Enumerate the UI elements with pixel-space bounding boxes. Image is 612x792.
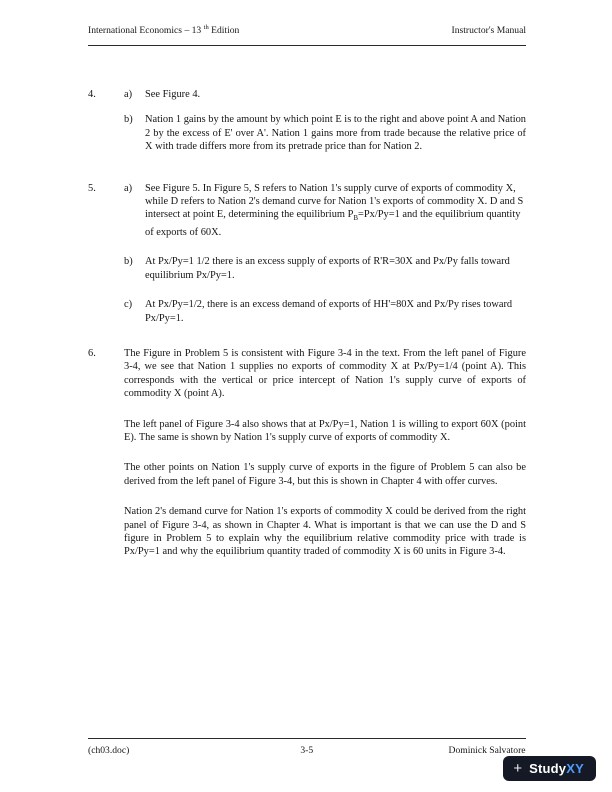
answer-4a: [124, 88, 526, 101]
studyxy-logo-text: [529, 762, 584, 775]
answer-text-segment: See Figure 5. In Figure 5, S refers to Nation 1's supply curve of exports of commodity X, while D refers to Nation 2's demand curve for Nation 1's exports of commodity X. D and S intersect at point E, determining the equilibrium P: [145, 182, 524, 221]
question-6-body: [124, 347, 526, 559]
answer-text: [145, 182, 526, 240]
sub-item-label: b): [124, 256, 133, 268]
question-5: [88, 182, 526, 325]
answer-5a: [124, 182, 526, 240]
answer-paragraph: Nation 2's demand curve for Nation 1's exports of commodity X could be derived from the right panel of Figure 3-4, as shown in Chapter 4. What is important is that we can use the D and S figure in Problem 5 to explain why the equilibrium relative commodity price with trade is Px/Py=1 and why the equilibrium quantity traded of commodity X is 60 units in Figure 3-4.: [124, 506, 526, 558]
page-content: [88, 88, 526, 559]
footer-filename: (ch03.doc): [88, 745, 130, 756]
answer-paragraph: The other points on Nation 1's supply curve of exports in the figure of Problem 5 can also be derived from the left panel of Figure 3-4, but this is shown in Chapter 4 with offer curves.: [124, 462, 526, 487]
header-left-title-text: International Economics – 13: [88, 25, 204, 37]
answer-5c: [124, 298, 526, 325]
answer-text: At Px/Py=1/2, there is an excess demand of exports of HH'=80X and Px/Py rises toward Px/Py=1.: [145, 299, 513, 324]
answer-5b: [124, 255, 526, 282]
question-6: [88, 347, 526, 559]
item-number: 6.: [88, 347, 96, 359]
brand-xy: XY: [566, 760, 584, 776]
answer-text: See Figure 4.: [145, 89, 201, 100]
answer-paragraph: The Figure in Problem 5 is consistent with Figure 3-4 in the text. From the left panel of Figure 3-4, we see that Nation 1 supplies no exports of commodity X at Px/Py=1/4 (point A). This corresponds with the vertical or price intercept of Nation 1's supply curve of exports of commodity X (point A).: [124, 347, 526, 400]
edition-superscript: th: [203, 24, 209, 31]
page-header: [88, 21, 526, 46]
question-4-body: [124, 88, 526, 154]
question-5-body: [124, 182, 526, 325]
sub-item-label: b): [124, 114, 133, 126]
sub-item-label: a): [124, 89, 133, 100]
footer-author: Dominick Salvatore: [448, 745, 526, 756]
answer-text: Nation 1 gains by the amount by which point E is to the right and above point A and Nation 2 by the excess of E' over A'. Nation 1 gains more from trade because the relative price of X with trade differs more from its pretrade price than for Nation 2.: [145, 114, 526, 153]
answer-text-segment: =Px/Py=1 and the equilibrium quantity of exports of 60X.: [145, 209, 521, 238]
plus-icon: +: [513, 760, 523, 777]
header-right-title: Instructor's Manual: [451, 25, 526, 37]
item-number: 5.: [88, 182, 96, 194]
question-4: [88, 88, 526, 154]
item-number: 4.: [88, 89, 96, 100]
answer-paragraph: The left panel of Figure 3-4 also shows that at Px/Py=1, Nation 1 is willing to export 60X (point E). The same is shown by Nation 1's supply curve of exports of commodity X.: [124, 418, 526, 443]
brand-study: Study: [529, 760, 567, 776]
page-footer: [88, 738, 526, 757]
sub-item-label: a): [124, 182, 133, 194]
page-number: 3-5: [300, 745, 314, 756]
answer-4b: [124, 113, 526, 153]
sub-item-label: c): [124, 299, 133, 311]
studyxy-badge: [503, 756, 596, 781]
header-left-title: [88, 21, 239, 38]
header-left-title-rest: Edition: [208, 25, 240, 37]
answer-text: At Px/Py=1 1/2 there is an excess supply of exports of R'R=30X and Px/Py falls toward equilibrium Px/Py=1.: [145, 256, 510, 281]
subscript-b: B: [353, 214, 359, 223]
